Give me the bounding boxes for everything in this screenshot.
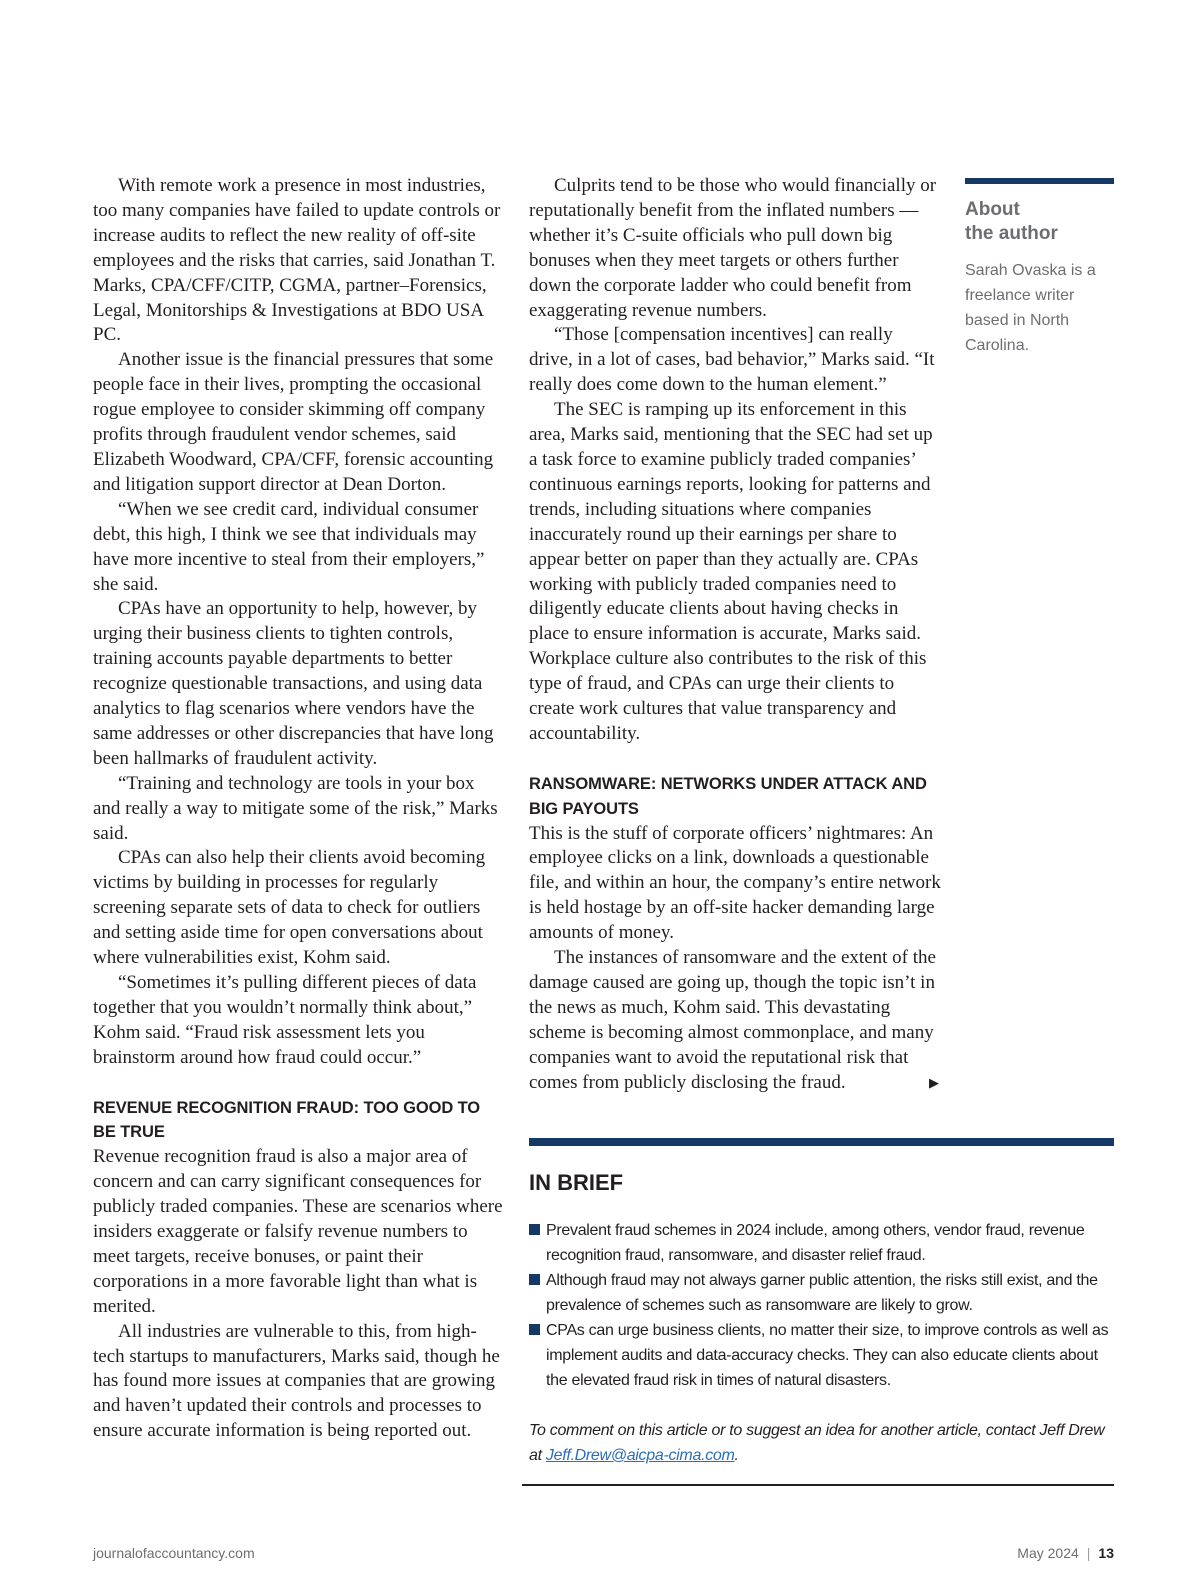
in-brief-box [529, 1138, 1114, 1468]
paragraph: “Training and technology are tools in your box and really a way to mitigate some of the risk,” Marks said. [93, 772, 498, 844]
footer-website: journalofaccountancy.com [93, 1545, 255, 1561]
paragraph: CPAs can also help their clients avoid becoming victims by building in processes for regularly screening separate sets of data to check for outliers and setting aside time for open conversations about where vulnerabilities exist, Kohm said. [93, 847, 486, 969]
paragraph-text: The instances of ransomware and the extent of the damage caused are going up, though the topic isn’t in the news as much, Kohm said. This devastating scheme is becoming almost commonplace, and many companies want to avoid the reputational risk that comes from publicly disclosing the fraud. [529, 947, 936, 1093]
list-item-text: Although fraud may not always garner public attention, the risks still exist, and the prevalence of schemes such as ransomware are likely to grow. [546, 1272, 1098, 1314]
about-title-line1: About [965, 199, 1020, 220]
in-brief-list [529, 1218, 1114, 1393]
list-item-text: Prevalent fraud schemes in 2024 include, among others, vendor fraud, revenue recognition fraud, ransomware, and disaster relief fraud. [546, 1222, 1085, 1264]
bullet-square-icon [529, 1324, 540, 1335]
paragraph: The SEC is ramping up its enforcement in this area, Marks said, mentioning that the SEC had set up a task force to examine publicly traded companies’ continuous earnings reports, looking for patterns and trends, including situations where companies inaccurately round up their earnings per share to appear better on paper than they actually are. CPAs working with publicly traded companies need to diligently educate clients about having checks in place to ensure information is accurate, Marks said. Workplace culture also contributes to the risk of this type of fraud, and CPAs can urge their clients to create work cultures that value transparency and accountability. [529, 399, 933, 744]
footer-date: May 2024 [1017, 1545, 1079, 1561]
about-title-line2: the author [965, 223, 1058, 244]
article-column-left [93, 174, 505, 1444]
paragraph: “Those [compensation incentives] can really drive, in a lot of cases, bad behavior,” Marks said. “It really does come down to the human element.” [529, 324, 935, 396]
page-number: 13 [1098, 1545, 1114, 1561]
continue-arrow-icon: ▶ [929, 1074, 939, 1090]
list-item [529, 1268, 1114, 1318]
paragraph: All industries are vulnerable to this, from high-tech startups to manufacturers, Marks said, though he has found more issues at companies that are growing and haven’t updated their controls and processes to ensure accurate information is being reported out. [93, 1320, 500, 1442]
paragraph: CPAs have an opportunity to help, however, by urging their business clients to tighten controls, training accounts payable departments to better recognize questionable transactions, and using data analytics to flag scenarios where vendors have the same addresses or other discrepancies that have long been hallmarks of fraudulent activity. [93, 598, 494, 769]
author-bio: Sarah Ovaska is a freelance writer based in North Carolina. [965, 262, 1096, 354]
paragraph: This is the stuff of corporate officers’ nightmares: An employee clicks on a link, downloads a questionable file, and within an hour, the company’s entire network is held hostage by an off-site hacker demanding large amounts of money. [529, 822, 941, 944]
section-heading-revenue-recognition: REVENUE RECOGNITION FRAUD: TOO GOOD TO BE TRUE [93, 1098, 481, 1142]
list-item [529, 1218, 1114, 1268]
paragraph-last [529, 946, 941, 1095]
bullet-square-icon [529, 1274, 540, 1285]
footer-separator: | [1086, 1545, 1091, 1561]
paragraph: Revenue recognition fraud is also a major area of concern and can carry significant consequences for publicly traded companies. These are scenarios where insiders exaggerate or falsify revenue numbers to meet targets, receive bonuses, or paint their corporations in a more favorable light than what is merited. [93, 1146, 503, 1317]
comment-text: To comment on this article or to suggest an idea for another article, contact Jeff Drew at [529, 1422, 1105, 1464]
paragraph: Culprits tend to be those who would financially or reputationally benefit from the inflated numbers — whether it’s C-suite officials who pull down big bonuses when they meet targets or others further down the corporate ladder who could benefit from exaggerating revenue numbers. [529, 175, 937, 321]
list-item-text: CPAs can urge business clients, no matter their size, to improve controls as well as implement audits and data-accuracy checks. They can also educate clients about the elevated fraud risk in times of natural disasters. [546, 1322, 1109, 1389]
paragraph: “When we see credit card, individual consumer debt, this high, I think we see that individuals may have more incentive to steal from their employers,” she said. [93, 498, 485, 595]
about-title [965, 198, 1114, 246]
bullet-square-icon [529, 1224, 540, 1235]
list-item [529, 1318, 1114, 1393]
paragraph: With remote work a presence in most industries, too many companies have failed to update controls or increase audits to reflect the new reality of off-site employees and the risks that carries, said Jonathan T. Marks, CPA/CFF/CITP, CGMA, partner–Forensics, Legal, Monitorships & Investigations at BDO USA PC. [93, 175, 501, 346]
paragraph: Another issue is the financial pressures that some people face in their lives, prompting the occasional rogue employee to consider skimming off company profits through fraudulent vendor schemes, said Elizabeth Woodward, CPA/CFF, forensic accounting and litigation support director at Dean Dorton. [93, 349, 494, 495]
comment-end: . [734, 1447, 739, 1464]
bottom-divider [522, 1484, 1114, 1486]
footer-page-info [1017, 1545, 1114, 1561]
section-heading-ransomware: RANSOMWARE: NETWORKS UNDER ATTACK AND BIG PAYOUTS [529, 774, 927, 818]
comment-note [529, 1418, 1114, 1468]
in-brief-title: IN BRIEF [529, 1170, 624, 1195]
about-rule [965, 178, 1114, 184]
editor-email-link[interactable]: Jeff.Drew@aicpa-cima.com [545, 1447, 735, 1464]
about-the-author [965, 178, 1114, 358]
paragraph: “Sometimes it’s pulling different pieces of data together that you wouldn’t normally think about,” Kohm said. “Fraud risk assessment lets you brainstorm around how fraud could occur.” [93, 972, 477, 1068]
in-brief-rule [529, 1138, 1114, 1146]
article-column-right [529, 174, 941, 1096]
